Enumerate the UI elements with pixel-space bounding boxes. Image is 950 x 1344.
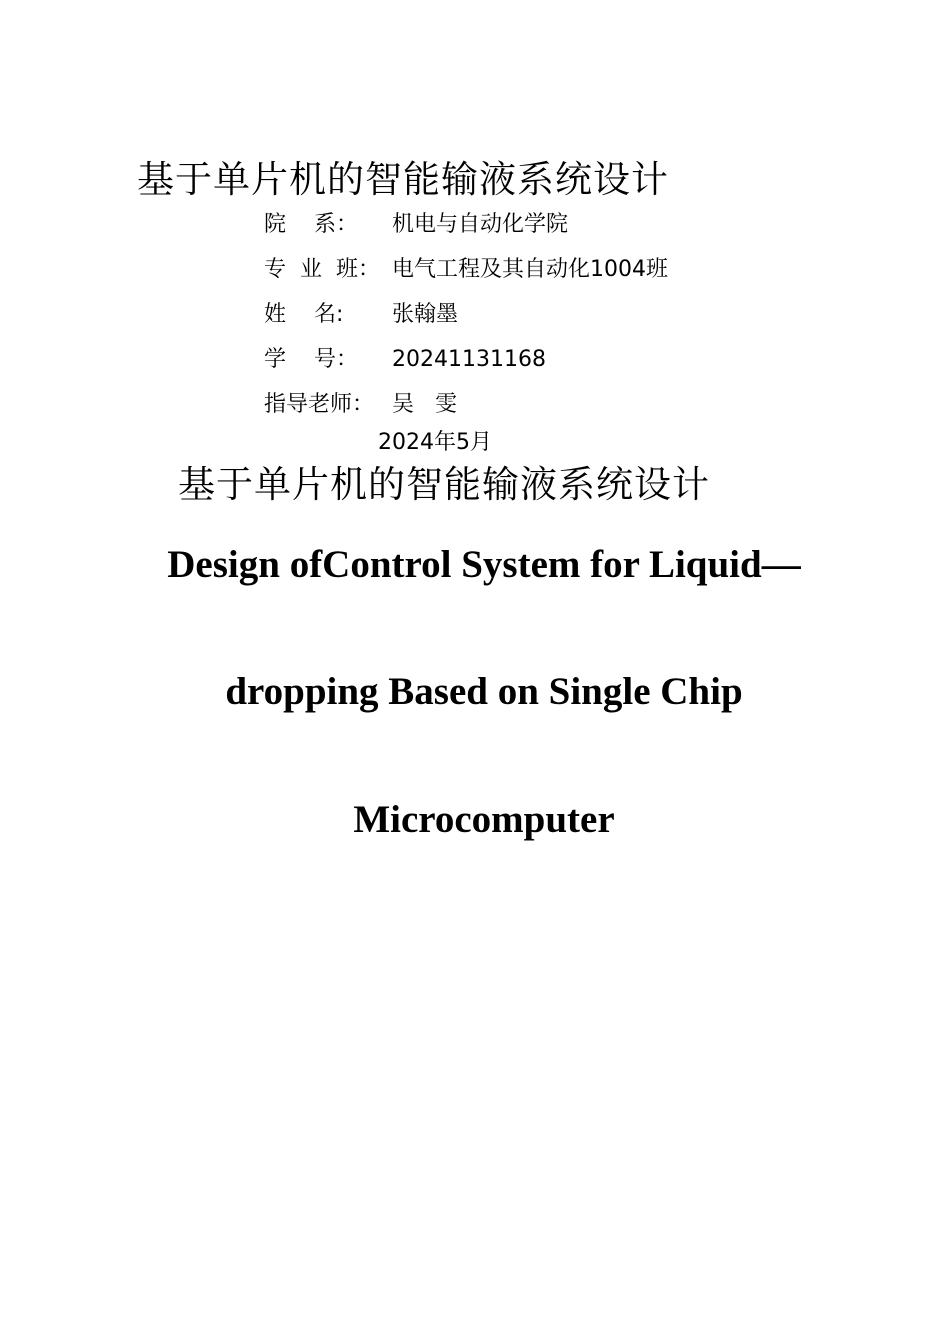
info-label-student-id: 学 号： xyxy=(264,346,358,372)
info-label-name: 姓 名: xyxy=(264,301,344,327)
info-row-major-class xyxy=(264,247,864,292)
english-title-line-3: Microcomputer xyxy=(353,798,615,841)
info-row-department xyxy=(264,202,864,247)
info-label-major-class: 专 业 班： xyxy=(264,256,380,282)
info-value-name: 张翰墨 xyxy=(392,301,459,327)
english-title-line-1: Design ofControl System for Liquid— xyxy=(167,543,801,586)
info-label-advisor: 指导老师： xyxy=(264,391,375,417)
english-title-line-2: dropping Based on Single Chip xyxy=(225,670,743,713)
cover-date: 2024年5月 xyxy=(378,430,492,455)
info-label-department: 院 系： xyxy=(264,211,358,237)
cover-info-block xyxy=(264,202,864,427)
info-row-advisor xyxy=(264,382,864,427)
info-value-major-class: 电气工程及其自动化1004班 xyxy=(392,256,668,282)
inner-title-chinese: 基于单片机的智能输液系统设计 xyxy=(178,463,710,506)
info-value-department: 机电与自动化学院 xyxy=(392,211,569,237)
info-value-advisor: 吴 雯 xyxy=(392,391,457,417)
cover-title-chinese: 基于单片机的智能输液系统设计 xyxy=(137,158,669,201)
info-row-name xyxy=(264,292,864,337)
info-value-student-id: 20241131168 xyxy=(392,346,546,372)
info-row-student-id xyxy=(264,337,864,382)
